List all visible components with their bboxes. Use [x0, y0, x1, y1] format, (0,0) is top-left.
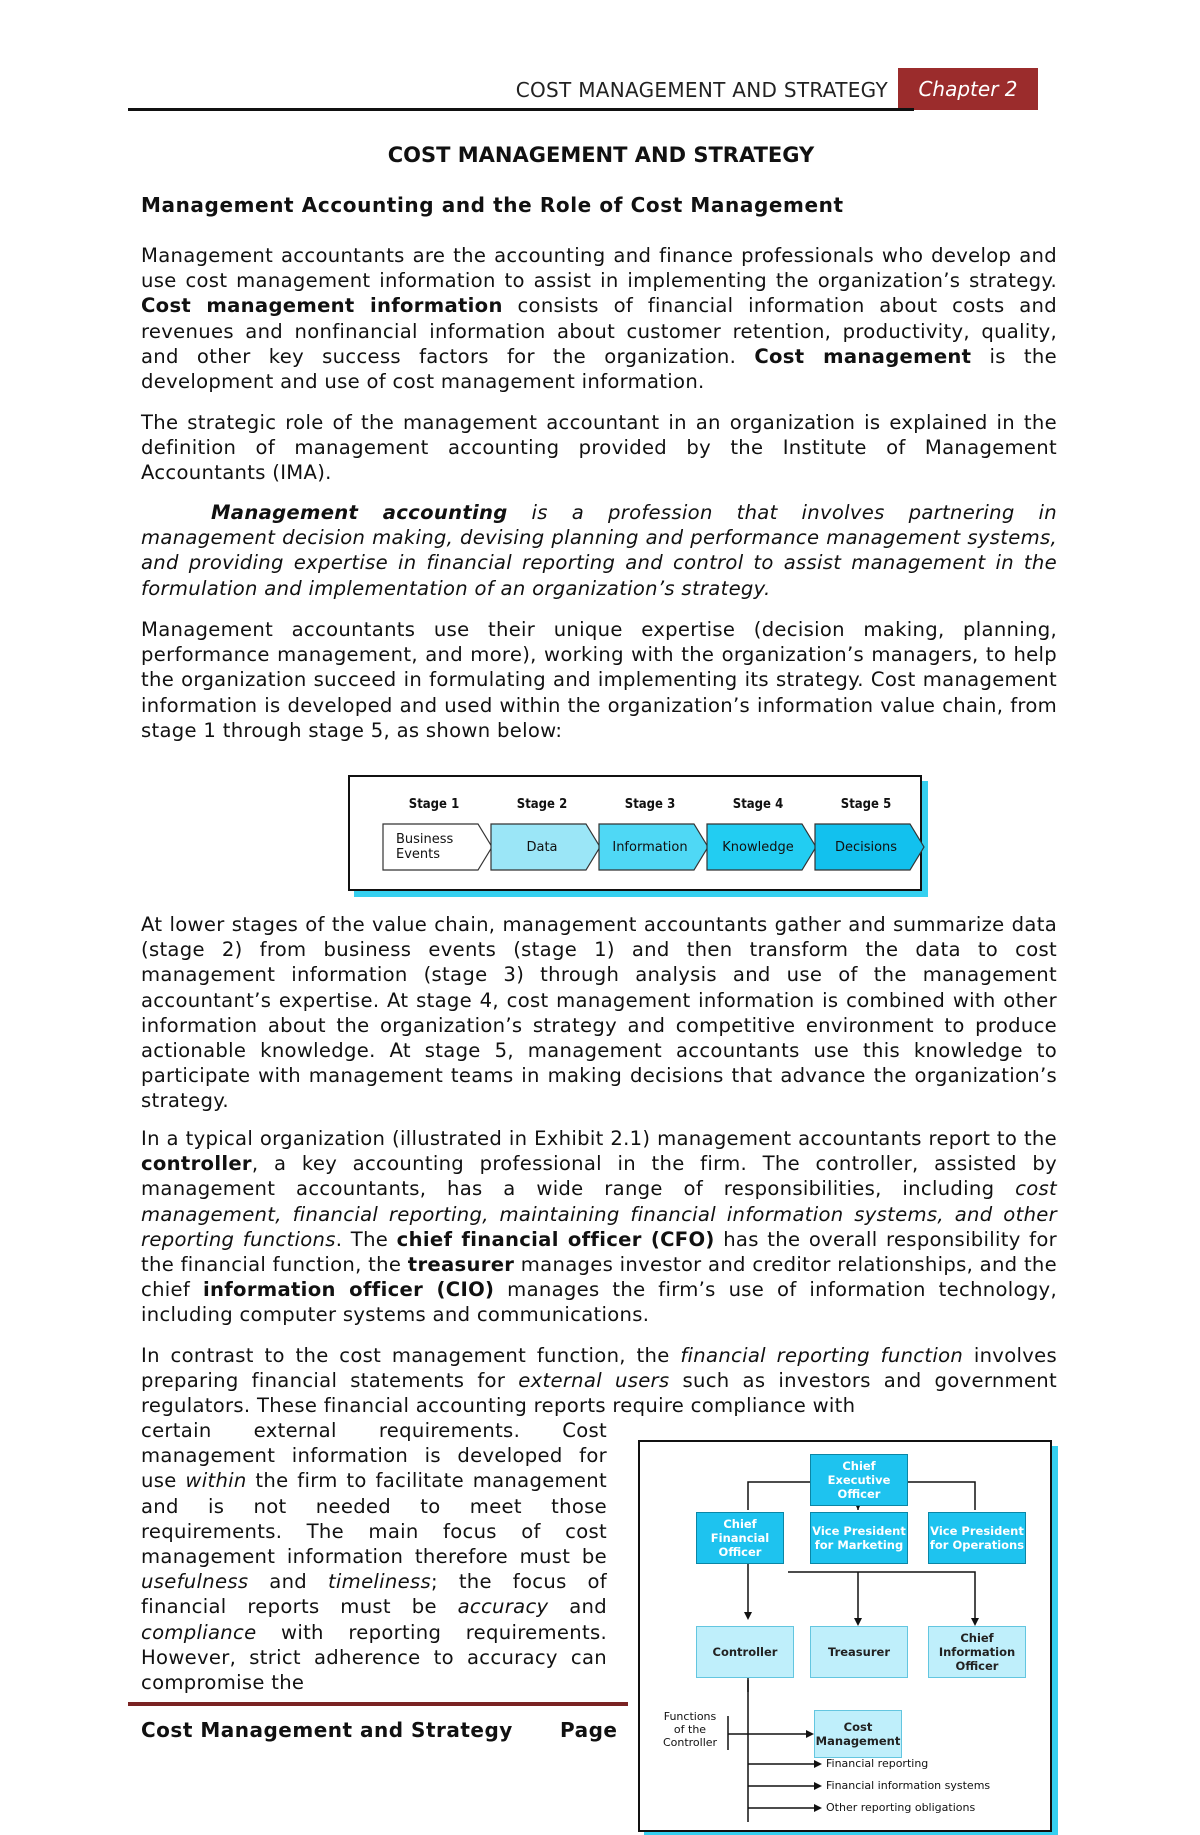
- cfo-box: Chief Financial Officer: [696, 1512, 784, 1564]
- cio-box: Chief Information Officer: [928, 1626, 1026, 1678]
- stage-label-1: Business Events: [396, 832, 454, 862]
- stage-arrow-3: [598, 823, 710, 871]
- stage-number-2: Stage 2: [516, 797, 568, 812]
- stage-number-1: Stage 1: [408, 797, 460, 812]
- paragraph-5: In a typical organization (illustrated in Exhibit 2.1) management accountants report to the controller, a key accounting professional in the firm. The controller, assisted by management accountants, has a wide range of responsibilities, including cost management, financial reporting, maintaining financial information systems, and other reporting functions. The chief financial officer (CFO) has the overall responsibility for the financial function, the treasurer manages investor and creditor relationships, and the chief information officer (CIO) manages the firm’s use of information technology, including computer systems and communications.: [141, 1127, 1058, 1327]
- stage-arrow-4: [706, 823, 818, 871]
- function-financial-reporting: Financial reporting: [826, 1757, 929, 1770]
- paragraph-7: certain external requirements. Cost management information is developed for use within the firm to facilitate management and is not needed to meet those requirements. The main focus of cost management information therefore must be usefulness and timeliness; the focus of financial reports must be accuracy and compliance with reporting requirements. However, strict adherence to accuracy can compromise the: [141, 1419, 607, 1695]
- stage-label-2: Data: [526, 839, 558, 855]
- stage-label-3: Information: [612, 839, 688, 855]
- document-title: COST MANAGEMENT AND STRATEGY: [387, 143, 815, 167]
- vp-marketing-box: Vice President for Marketing: [810, 1512, 908, 1564]
- exhibit-2-1-org-chart: [638, 1440, 1052, 1832]
- stage-number-4: Stage 4: [732, 797, 784, 812]
- stage-number-5: Stage 5: [840, 797, 892, 812]
- vp-operations-box: Vice President for Operations: [928, 1512, 1026, 1564]
- cost-management-box: Cost Management: [814, 1710, 902, 1758]
- ima-definition-quote: Management accounting is a profession that involves partnering in management decision making, devising planning and performance management systems, and providing expertise in financial reporting and control to assist management in the formulation and implementation of an organization’s strategy.: [141, 501, 1057, 600]
- footer-page-label: Page: [560, 1718, 618, 1742]
- paragraph-2: The strategic role of the management accountant in an organization is explained in the definition of management accounting provided by the Institute of Management Accountants (IMA).: [141, 411, 1057, 485]
- stage-number-3: Stage 3: [624, 797, 676, 812]
- page-header: [128, 68, 1038, 110]
- function-financial-information-systems: Financial information systems: [826, 1779, 991, 1792]
- paragraph-4: At lower stages of the value chain, management accountants gather and summarize data (stage 2) from business events (stage 1) and then transform the data to cost management information (stage 3) through analysis and use of the management accountant’s expertise. At stage 4, cost management information is combined with other information about the organization’s strategy and competitive environment to produce actionable knowledge. At stage 5, management accountants use this knowledge to participate with management teams in making decisions that advance the organization’s strategy.: [141, 913, 1057, 1113]
- stage-arrow-2: [490, 823, 602, 871]
- header-title: COST MANAGEMENT AND STRATEGY: [515, 78, 888, 102]
- ceo-box: Chief Executive Officer: [810, 1454, 908, 1506]
- stage-label-4: Knowledge: [722, 839, 794, 855]
- information-value-chain-figure: [348, 775, 922, 891]
- stage-arrow-1: [382, 823, 494, 871]
- footer-title: Cost Management and Strategy: [141, 1718, 513, 1742]
- function-other-reporting-obligations: Other reporting obligations: [826, 1801, 976, 1814]
- paragraph-1: Management accountants are the accounting and finance professionals who develop and use cost management information to assist in implementing the organization’s strategy. Cost management information consists of financial information about costs and revenues and nonfinancial information about customer retention, productivity, quality, and other key success factors for the organization. Cost management is the development and use of cost management information.: [141, 244, 1058, 394]
- paragraph-6: In contrast to the cost management function, the financial reporting function involves preparing financial statements for external users such as investors and government regulators. These financial accounting reports require compliance with: [141, 1344, 1057, 1418]
- stage-arrow-5: [814, 823, 926, 871]
- header-rule: [128, 108, 914, 111]
- controller-box: Controller: [696, 1626, 794, 1678]
- footer-rule: [128, 1702, 628, 1706]
- chapter-badge: Chapter 2: [898, 68, 1038, 110]
- functions-of-controller-label: Functions of the Controller: [662, 1710, 718, 1749]
- stage-label-5: Decisions: [834, 839, 898, 855]
- section-subtitle: Management Accounting and the Role of Cost Management: [141, 193, 844, 217]
- treasurer-box: Treasurer: [810, 1626, 908, 1678]
- paragraph-3: Management accountants use their unique expertise (decision making, planning, performance management, and more), working with the organization’s managers, to help the organization succeed in formulating and implementing its strategy. Cost management information is developed and used within the organization’s information value chain, from stage 1 through stage 5, as shown below:: [141, 618, 1057, 742]
